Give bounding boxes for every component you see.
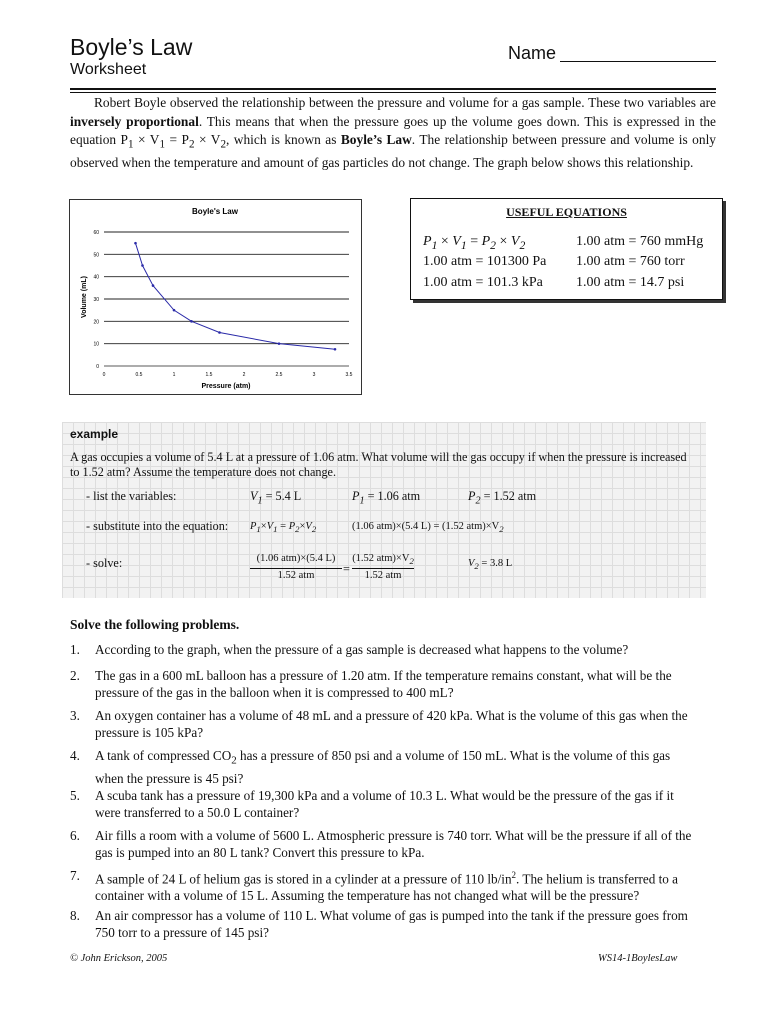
example-p2: $P_2 = 1.52$ atm: [468, 489, 537, 507]
y-tick-label: 10: [93, 341, 99, 348]
chart-x-axis-label: Pressure (atm): [201, 383, 251, 390]
data-point: [334, 348, 337, 351]
problem-number: 1.: [70, 642, 80, 657]
step-list-variables-label: - list the variables:: [86, 489, 177, 503]
x-tick-label: 0: [102, 372, 106, 378]
equation-atm-torr: 1.00 atm = 760 torr: [576, 254, 685, 269]
chart-title: Boyle's Law: [192, 207, 238, 216]
problem-text: The gas in a 600 mL balloon has a pressure of 1.20 atm. If the temperature remains constant, what will be the pressure of the gas in the balloon when it is compressed to 400 mL?: [95, 668, 672, 700]
data-point: [190, 320, 193, 323]
problem-item: [70, 707, 710, 741]
example-answer: $V_2 = 3.8$ L: [468, 558, 513, 572]
problem-item: [70, 867, 710, 904]
problem-number: 2.: [70, 668, 80, 683]
problem-item: [70, 667, 710, 701]
x-tick-label: 1: [172, 372, 176, 378]
x-tick-label: 1.5: [205, 372, 213, 378]
data-point: [173, 309, 176, 312]
step-substitute-label: - substitute into the equation:: [86, 519, 229, 533]
problem-text: An air compressor has a volume of 110 L. What volume of gas is pumped into the tank if the pressure goes from 750 torr to a pressure of 145 psi?: [95, 908, 688, 940]
solve-numerator-left: (1.06 atm)×(5.4 L): [256, 553, 336, 564]
header-rule: [70, 88, 716, 90]
data-point: [152, 284, 155, 287]
solve-equals: =: [343, 562, 350, 576]
y-tick-label: 20: [93, 319, 99, 326]
problem-number: 7.: [70, 868, 80, 883]
y-tick-label: 40: [93, 274, 99, 281]
x-tick-label: 3.5: [345, 372, 353, 378]
name-label: Name: [508, 43, 557, 63]
equation-atm-pa: 1.00 atm = 101300 Pa: [423, 254, 547, 269]
problem-text: An oxygen container has a volume of 48 mL and a pressure of 420 kPa. What is the volume of this gas when the pressure is 105 kPa?: [95, 708, 688, 740]
fraction-bar-left: [250, 568, 342, 569]
fraction-bar-right: [352, 568, 414, 569]
y-tick-label: 30: [93, 297, 99, 303]
y-tick-label: 50: [93, 252, 99, 259]
example-p1: $P_1 = 1.06$ atm: [352, 489, 421, 507]
problem-number: 3.: [70, 708, 80, 723]
data-point: [134, 242, 137, 245]
boyles-law-chart-frame: [69, 199, 362, 395]
boyles-law-chart: [70, 200, 361, 394]
example-title: example: [70, 427, 119, 441]
chart-y-axis-label: Volume (mL): [81, 276, 88, 318]
solve-denominator-right: 1.52 atm: [364, 570, 402, 581]
footer-copyright: © John Erickson, 2005: [70, 953, 168, 964]
data-point: [278, 342, 281, 345]
data-point: [218, 331, 221, 334]
example-panel: [62, 422, 706, 598]
equation-atm-mmhg: 1.00 atm = 760 mmHg: [576, 234, 704, 249]
problem-number: 5.: [70, 788, 80, 803]
problem-item: [70, 787, 710, 821]
header-rule-thin: [70, 92, 716, 93]
problem-text: A sample of 24 L of helium gas is stored in a cylinder at a pressure of 110 $lb/in^2$. The helium is transferred to a container with a volume of 15 L. Assuming the temperature has not changed what will be the pressure?: [95, 870, 679, 904]
problem-item: [70, 747, 710, 786]
problems-heading: Solve the following problems.: [70, 617, 240, 632]
solve-numerator-right: (1.52 $atm)\times V_2$: [352, 553, 414, 567]
y-tick-label: 0: [96, 364, 99, 370]
problem-text: A tank of compressed $CO_2$ has a pressure of 850 psi and a volume of 150 mL. What is the volume of this gas when the pressure is 45 psi?: [95, 748, 671, 786]
boyles-law-equation: $P_1 \times V_1 = P_2 \times V_2$: [423, 234, 526, 252]
x-tick-label: 0.5: [135, 372, 143, 378]
footer-worksheet-id: WS14-1BoylesLaw: [598, 953, 678, 964]
data-series-line: [136, 243, 336, 349]
problem-number: 6.: [70, 828, 80, 843]
problem-number: 4.: [70, 748, 80, 763]
intro-paragraph: Robert Boyle observed the relationship between the pressure and volume for a gas sample. These two variables are inversely proportional. This means that when the pressure goes up the volume goes down. This is expressed in the equation $P_1 \times V_1 = P_2 \times V_2$, which is known as Boyle’s Law. The relationship between pressure and volume is only observed when the temperature and amount of gas particles do not change. The graph below shows this relationship.: [70, 95, 716, 171]
page-title: Boyle’s Law: [70, 34, 193, 60]
solve-denominator-left: 1.52 atm: [277, 570, 315, 581]
x-tick-label: 2.5: [275, 372, 283, 378]
step-solve-label: - solve:: [86, 556, 123, 570]
problem-item: [70, 827, 710, 861]
useful-equations-heading: USEFUL EQUATIONS: [506, 205, 627, 219]
problem-item: [70, 907, 710, 941]
y-tick-label: 60: [93, 230, 99, 236]
problem-text: A scuba tank has a pressure of 19,300 kPa and a volume of 10.3 L. What would be the pressure of the gas if it were transferred to a 50.0 L container?: [95, 788, 674, 820]
example-substitution: (1.06 atm)×(5.4 L) = (1.52 $atm)\times V_2$: [352, 521, 504, 535]
data-point: [141, 264, 144, 267]
x-tick-label: 2: [242, 372, 246, 378]
name-blank-line[interactable]: [560, 61, 716, 62]
problem-number: 8.: [70, 908, 80, 923]
equation-atm-kpa: 1.00 atm = 101.3 kPa: [423, 275, 543, 290]
problem-text: Air fills a room with a volume of 5600 L. Atmospheric pressure is 740 torr. What will be the pressure if all of the gas is pumped into an 80 L tank? Convert this pressure to kPa.: [95, 828, 692, 860]
useful-equations-box: [410, 198, 723, 300]
equation-atm-psi: 1.00 atm = 14.7 psi: [576, 275, 685, 290]
page-subtitle: Worksheet: [70, 61, 147, 78]
problem-text: According to the graph, when the pressure of a gas sample is decreased what happens to the volume?: [95, 642, 629, 657]
example-v1: $V_1 = 5.4$ L: [250, 489, 302, 507]
x-tick-label: 3: [312, 372, 316, 378]
example-problem: A gas occupies a volume of 5.4 L at a pressure of 1.06 atm. What volume will the gas occupy if when the pressure is increased to 1.52 atm? Assume the temperature does not change.: [70, 450, 687, 479]
example-boyle-equation: $P_1\times V_1 = P_2\times V_2$: [250, 521, 317, 535]
